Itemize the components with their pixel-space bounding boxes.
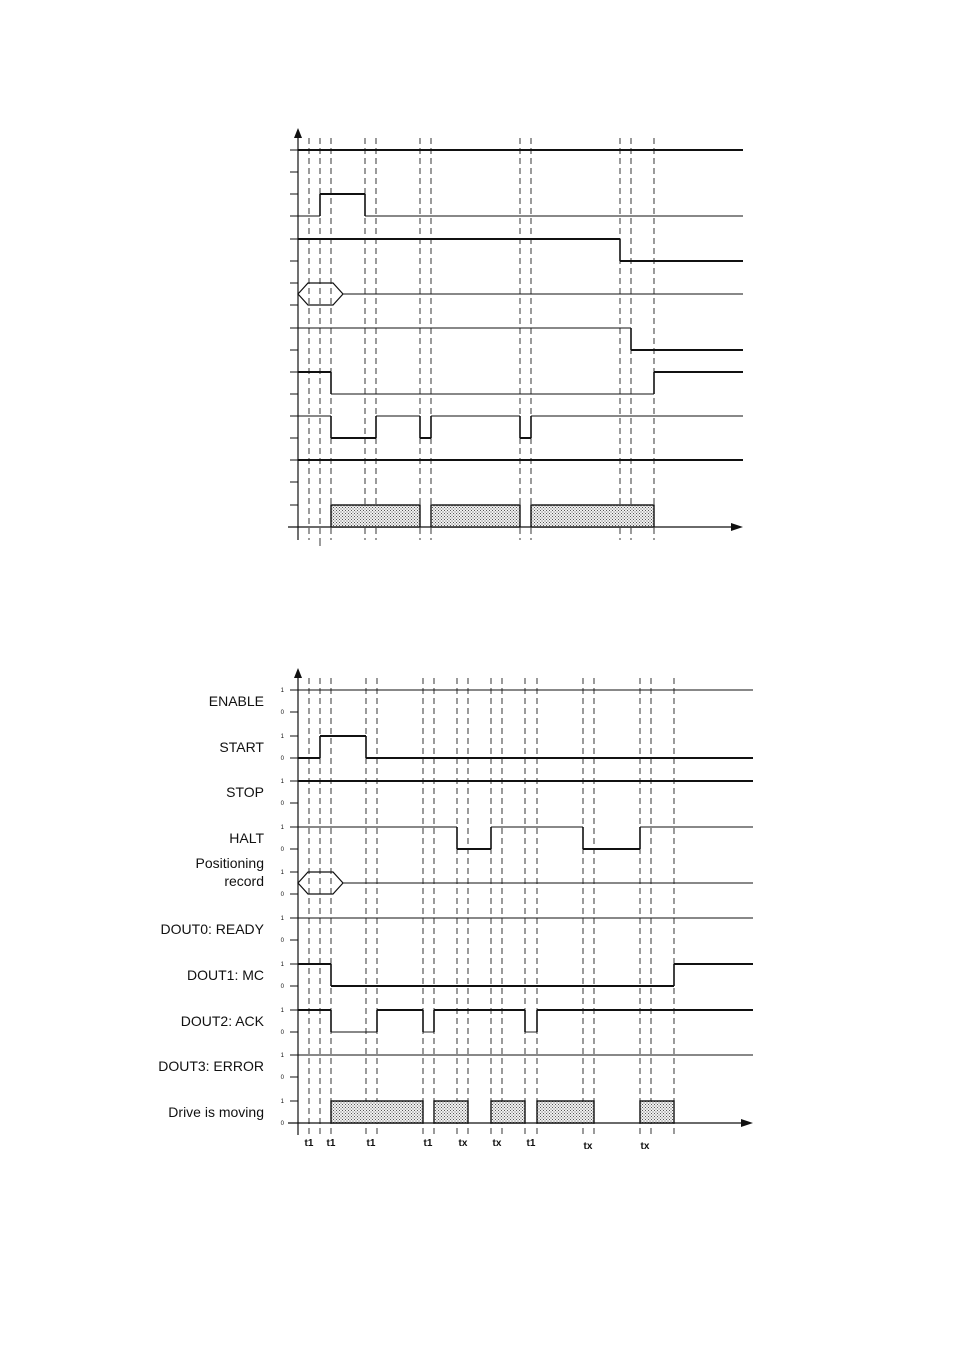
- drive-moving-bar: [537, 1101, 594, 1123]
- level-label-high: 1: [280, 779, 284, 785]
- level-label-low: 0: [280, 756, 284, 762]
- level-label-high: 1: [280, 825, 284, 831]
- signal-label: ENABLE: [208, 693, 264, 709]
- signal-data-hexagon: [298, 283, 343, 305]
- level-label-high: 1: [280, 1053, 284, 1059]
- x-axis-arrow: [731, 523, 743, 531]
- level-label-high: 1: [280, 688, 284, 694]
- time-interval-label: tx: [492, 1138, 502, 1149]
- level-label-low: 0: [280, 892, 284, 898]
- y-axis-arrow: [294, 128, 302, 138]
- time-interval-label: t1: [526, 1138, 536, 1149]
- signal-data-hexagon: [298, 872, 343, 894]
- level-label-high: 1: [280, 1099, 284, 1105]
- top-timing-diagram: [288, 128, 743, 550]
- drive-moving-bar: [491, 1101, 525, 1123]
- signal-label: DOUT2: ACK: [180, 1013, 264, 1029]
- signal-label: DOUT1: MC: [187, 967, 264, 983]
- drive-moving-bar: [431, 505, 520, 527]
- time-interval-label: tx: [458, 1138, 468, 1149]
- level-label-low: 0: [280, 710, 284, 716]
- bottom-timing-diagram: [158, 668, 753, 1152]
- signal-label: DOUT3: ERROR: [158, 1058, 264, 1074]
- drive-moving-bar: [531, 505, 654, 527]
- drive-moving-bar: [331, 1101, 423, 1123]
- drive-moving-bar: [331, 505, 420, 527]
- signal-label: HALT: [229, 830, 264, 846]
- signal-label: Drive is moving: [168, 1104, 264, 1120]
- level-label-high: 1: [280, 916, 284, 922]
- drive-moving-bar: [640, 1101, 674, 1123]
- time-interval-label: tx: [583, 1141, 593, 1152]
- signal-label: DOUT0: READY: [160, 921, 264, 937]
- level-label-low: 0: [280, 1030, 284, 1036]
- level-label-low: 0: [280, 801, 284, 807]
- time-interval-label: t1: [304, 1138, 314, 1149]
- y-axis-arrow: [294, 668, 302, 678]
- level-label-high: 1: [280, 734, 284, 740]
- drive-moving-bar: [434, 1101, 468, 1123]
- level-label-low: 0: [280, 984, 284, 990]
- level-label-low: 0: [280, 1075, 284, 1081]
- time-interval-label: t1: [423, 1138, 433, 1149]
- time-interval-label: tx: [640, 1141, 650, 1152]
- level-label-high: 1: [280, 1008, 284, 1014]
- signal-label: STOP: [226, 784, 264, 800]
- level-label-high: 1: [280, 870, 284, 876]
- signal-label: START: [219, 739, 264, 755]
- level-label-low: 0: [280, 1121, 284, 1127]
- signal-label-line2: record: [224, 873, 264, 889]
- level-label-low: 0: [280, 938, 284, 944]
- time-interval-label: t1: [366, 1138, 376, 1149]
- x-axis-arrow: [741, 1119, 753, 1127]
- level-label-low: 0: [280, 847, 284, 853]
- level-label-high: 1: [280, 962, 284, 968]
- signal-label: Positioning: [195, 855, 264, 871]
- time-interval-label: t1: [326, 1138, 336, 1149]
